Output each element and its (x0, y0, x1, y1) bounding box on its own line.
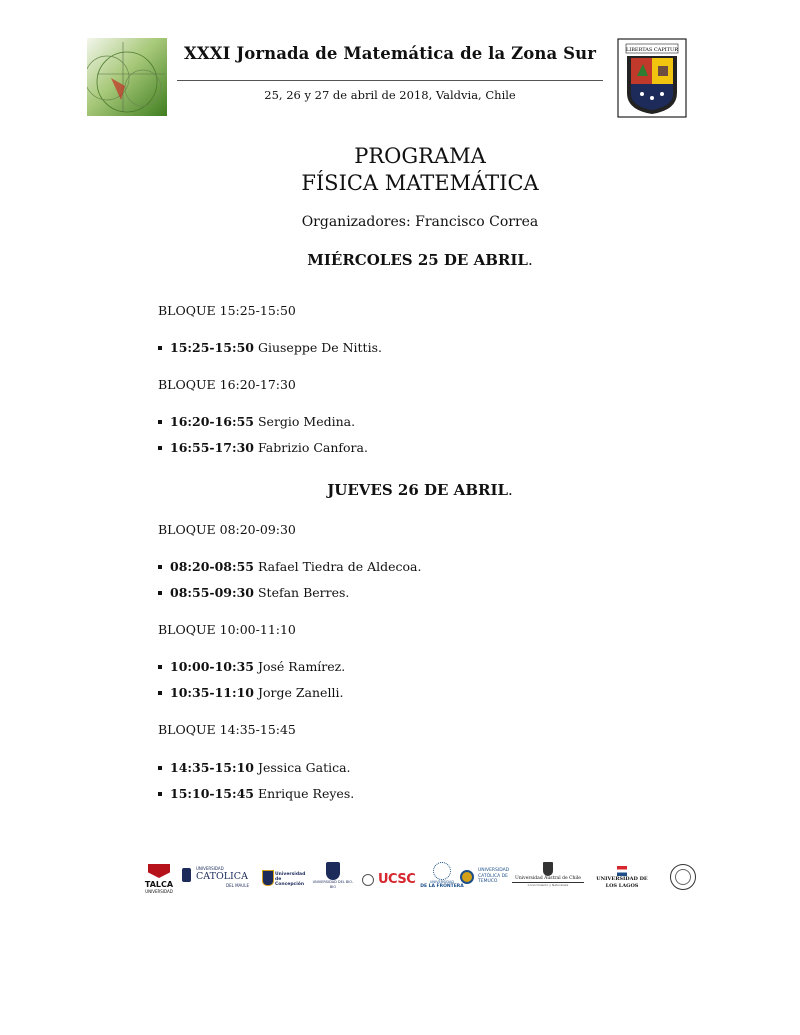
talk-speaker: Jessica Gatica. (257, 760, 351, 775)
frontera-emblem-icon (433, 862, 451, 880)
bullet-icon (158, 792, 162, 796)
catolica-maule-sub: DEL MAULE (226, 883, 249, 888)
talk-speaker: José Ramírez. (257, 659, 346, 674)
round-seal-icon (670, 864, 696, 890)
day-heading-text: MIÉRCOLES 25 DE ABRIL (307, 251, 528, 269)
biobio-name: UNIVERSIDAD DEL BIO-BIO (312, 880, 354, 889)
bullet-icon (158, 346, 162, 350)
bullet-icon (158, 691, 162, 695)
sponsor-logos (140, 860, 700, 910)
talk-item (158, 760, 351, 775)
bullet-icon (158, 446, 162, 450)
los-lagos-logo (590, 866, 654, 890)
concepcion-name: Universidad de Concepción (275, 872, 306, 887)
bullet-icon (158, 665, 162, 669)
austral-logo (512, 862, 584, 887)
day-heading-text: JUEVES 26 DE ABRIL (327, 481, 509, 499)
los-lagos-name: UNIVERSIDAD DE LOS LAGOS (596, 876, 648, 889)
talk-item (158, 414, 355, 429)
program-title-line1: PROGRAMA (354, 144, 486, 168)
talk-time: 16:55-17:30 (170, 440, 254, 455)
talk-speaker: Stefan Berres. (257, 585, 350, 600)
temuco-line2: CATÓLICA DE (478, 873, 508, 879)
talk-item (158, 659, 345, 674)
temuco-line3: TEMUCO (478, 879, 498, 884)
talca-logo (144, 864, 174, 894)
talk-time: 15:10-15:45 (170, 786, 254, 801)
bullet-icon (158, 420, 162, 424)
talk-item (158, 685, 343, 700)
talk-time: 10:00-10:35 (170, 659, 254, 674)
frontera-top: UNIVERSIDAD (429, 880, 455, 884)
jornada-logo (87, 38, 167, 116)
talk-speaker: Jorge Zanelli. (257, 685, 344, 700)
talk-time: 08:20-08:55 (170, 559, 254, 574)
talk-item (158, 340, 382, 355)
block-label: BLOQUE 14:35-15:45 (158, 722, 296, 737)
austral-shield-icon (543, 862, 553, 876)
block-label: BLOQUE 15:25-15:50 (158, 303, 296, 318)
talk-item (158, 440, 368, 455)
universidad-austral-seal (617, 38, 687, 118)
program-title-line2: FÍSICA MATEMÁTICA (301, 171, 539, 195)
temuco-emblem-icon (460, 870, 474, 884)
talca-name: TALCA (144, 880, 174, 889)
program-title (220, 143, 620, 197)
concepcion-shield-icon (262, 870, 274, 886)
talk-item (158, 559, 421, 574)
biobio-logo (310, 862, 356, 890)
day-heading: MIÉRCOLES 25 DE ABRIL. (307, 251, 533, 269)
talk-speaker: Rafael Tiedra de Aldecoa. (257, 559, 422, 574)
talk-time: 15:25-15:50 (170, 340, 254, 355)
ucsc-name: UCSC (378, 872, 416, 887)
talca-shield-icon (148, 864, 170, 878)
frontera-logo (420, 862, 464, 889)
talk-item (158, 786, 354, 801)
seal-motto: LIBERTAS CAPITUR (625, 47, 679, 53)
block-label: BLOQUE 08:20-09:30 (158, 522, 296, 537)
austral-name: Universidad Austral de Chile (512, 876, 584, 883)
talk-time: 10:35-11:10 (170, 685, 254, 700)
talk-time: 16:20-16:55 (170, 414, 254, 429)
talk-time: 08:55-09:30 (170, 585, 254, 600)
catolica-maule-name: CATOLICA (196, 871, 248, 882)
talk-speaker: Giuseppe De Nittis. (257, 340, 382, 355)
talk-time: 14:35-15:10 (170, 760, 254, 775)
bullet-icon (158, 766, 162, 770)
catolica-maule-top: UNIVERSIDAD (196, 866, 224, 871)
conference-date-place: 25, 26 y 27 de abril de 2018, Valdvia, Chile (264, 88, 516, 102)
catolica-shield-icon (182, 868, 191, 882)
conference-title: XXXI Jornada de Matemática de la Zona Sur (183, 44, 597, 63)
biobio-shield-icon (326, 862, 340, 880)
block-label: BLOQUE 16:20-17:30 (158, 377, 296, 392)
round-seal-inner-icon (675, 869, 691, 885)
ucsc-seal-icon (362, 874, 374, 886)
talk-item (158, 585, 349, 600)
header-divider (177, 80, 603, 81)
bullet-icon (158, 565, 162, 569)
organizers: Organizadores: Francisco Correa (301, 214, 539, 230)
frontera-name: DE LA FRONTERA (420, 884, 464, 889)
bullet-icon (158, 591, 162, 595)
temuco-line1: UNIVERSIDAD (478, 868, 510, 873)
talk-speaker: Enrique Reyes. (257, 786, 355, 801)
los-lagos-flag-icon (617, 866, 627, 876)
temuco-text (478, 868, 509, 885)
austral-sub: Conocimiento y Naturaleza (527, 883, 569, 887)
talk-speaker: Fabrizio Canfora. (257, 440, 368, 455)
talca-sub: UNIVERSIDAD (145, 889, 173, 894)
block-label: BLOQUE 10:00-11:10 (158, 622, 296, 637)
day-heading: JUEVES 26 DE ABRIL. (327, 481, 513, 499)
talk-speaker: Sergio Medina. (257, 414, 356, 429)
